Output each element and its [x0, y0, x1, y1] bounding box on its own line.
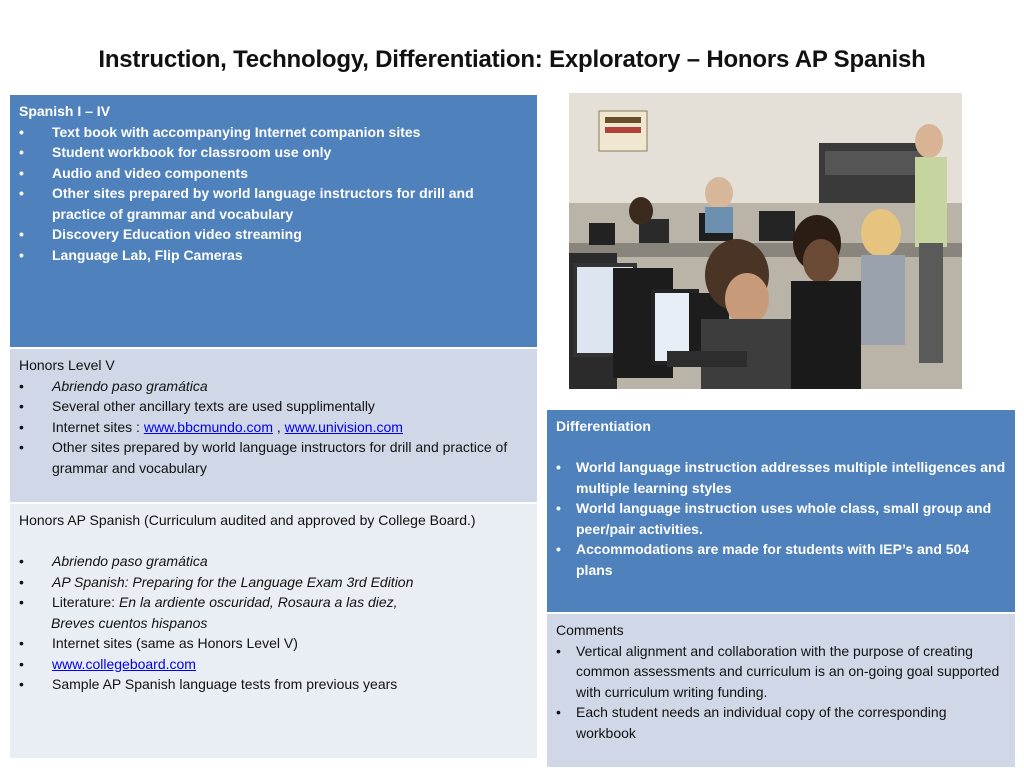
literature-label: Literature: [52, 594, 119, 610]
honors-ap-list-cont [19, 633, 528, 695]
list-item: • Discovery Education video streaming [19, 224, 528, 245]
textbook-title: AP Spanish: Preparing for the Language Exam 3rd Edition [52, 573, 414, 590]
univision-link[interactable]: www.univision.com [284, 418, 403, 435]
list-item: • Language Lab, Flip Cameras [19, 245, 528, 266]
list-item [19, 551, 528, 572]
internet-sites-label: Internet sites : [52, 418, 144, 435]
classroom-photo-illustration [569, 93, 962, 389]
comments-list [556, 641, 1006, 744]
list-item: • Other sites prepared by world language instructors for drill and practice of grammar and vocabulary [19, 183, 528, 224]
honors-level-v-list [19, 376, 528, 479]
bbcmundo-link[interactable]: www.bbcmundo.com [143, 418, 273, 435]
classroom-photo [569, 93, 962, 389]
literature-titles-cont: Breves cuentos hispanos [51, 614, 208, 631]
honors-level-v-heading: Honors Level V [19, 357, 115, 373]
list-item [19, 417, 528, 438]
honors-ap-list [19, 551, 528, 613]
list-item [19, 572, 528, 593]
list-item [19, 592, 528, 613]
list-item: • Accommodations are made for students with IEP’s and 504 plans [556, 539, 1006, 580]
list-item: • Other sites prepared by world language instructors for drill and practice of grammar and vocabulary [19, 437, 528, 478]
list-item: • Vertical alignment and collaboration with the purpose of creating common assessments and curriculum is an on-going goal supported with curriculum writing funding. [556, 641, 1006, 703]
differentiation-heading: Differentiation [556, 418, 651, 434]
literature-continuation [19, 613, 528, 634]
slide-title: Instruction, Technology, Differentiation: Exploratory – Honors AP Spanish [98, 46, 926, 73]
list-item [19, 376, 528, 397]
differentiation-list [556, 457, 1006, 580]
spanish-i-iv-box [9, 94, 538, 348]
list-item: • Sample AP Spanish language tests from previous years [19, 674, 528, 695]
list-item [19, 654, 528, 675]
spanish-i-iv-heading: Spanish I – IV [19, 103, 111, 119]
spacer [556, 437, 1006, 458]
list-item: • World language instruction uses whole class, small group and peer/pair activities. [556, 498, 1006, 539]
list-item: • Several other ancillary texts are used supplimentally [19, 396, 528, 417]
comments-heading: Comments [556, 622, 624, 638]
list-item: • Audio and video components [19, 163, 528, 184]
list-item: • Internet sites (same as Honors Level V) [19, 633, 528, 654]
literature-titles: En la ardiente oscuridad, Rosaura a las diez, [118, 594, 398, 610]
honors-ap-heading: Honors AP Spanish (Curriculum audited and approved by College Board.) [19, 512, 476, 528]
comments-box [546, 613, 1016, 768]
honors-level-v-box [9, 348, 538, 503]
textbook-title: Abriendo paso gramática [52, 553, 208, 569]
spanish-i-iv-list [19, 122, 528, 266]
list-item: • Student workbook for classroom use only [19, 142, 528, 163]
textbook-title: Abriendo paso gramática [52, 377, 208, 394]
honors-ap-spanish-box [9, 503, 538, 759]
link-separator: , [273, 418, 285, 435]
collegeboard-link[interactable]: www.collegeboard.com [52, 655, 196, 672]
spacer [19, 531, 528, 552]
list-item: • Text book with accompanying Internet companion sites [19, 122, 528, 143]
differentiation-box [546, 409, 1016, 613]
list-item: • World language instruction addresses multiple intelligences and multiple learning styles [556, 457, 1006, 498]
list-item: • Each student needs an individual copy of the corresponding workbook [556, 702, 1006, 743]
